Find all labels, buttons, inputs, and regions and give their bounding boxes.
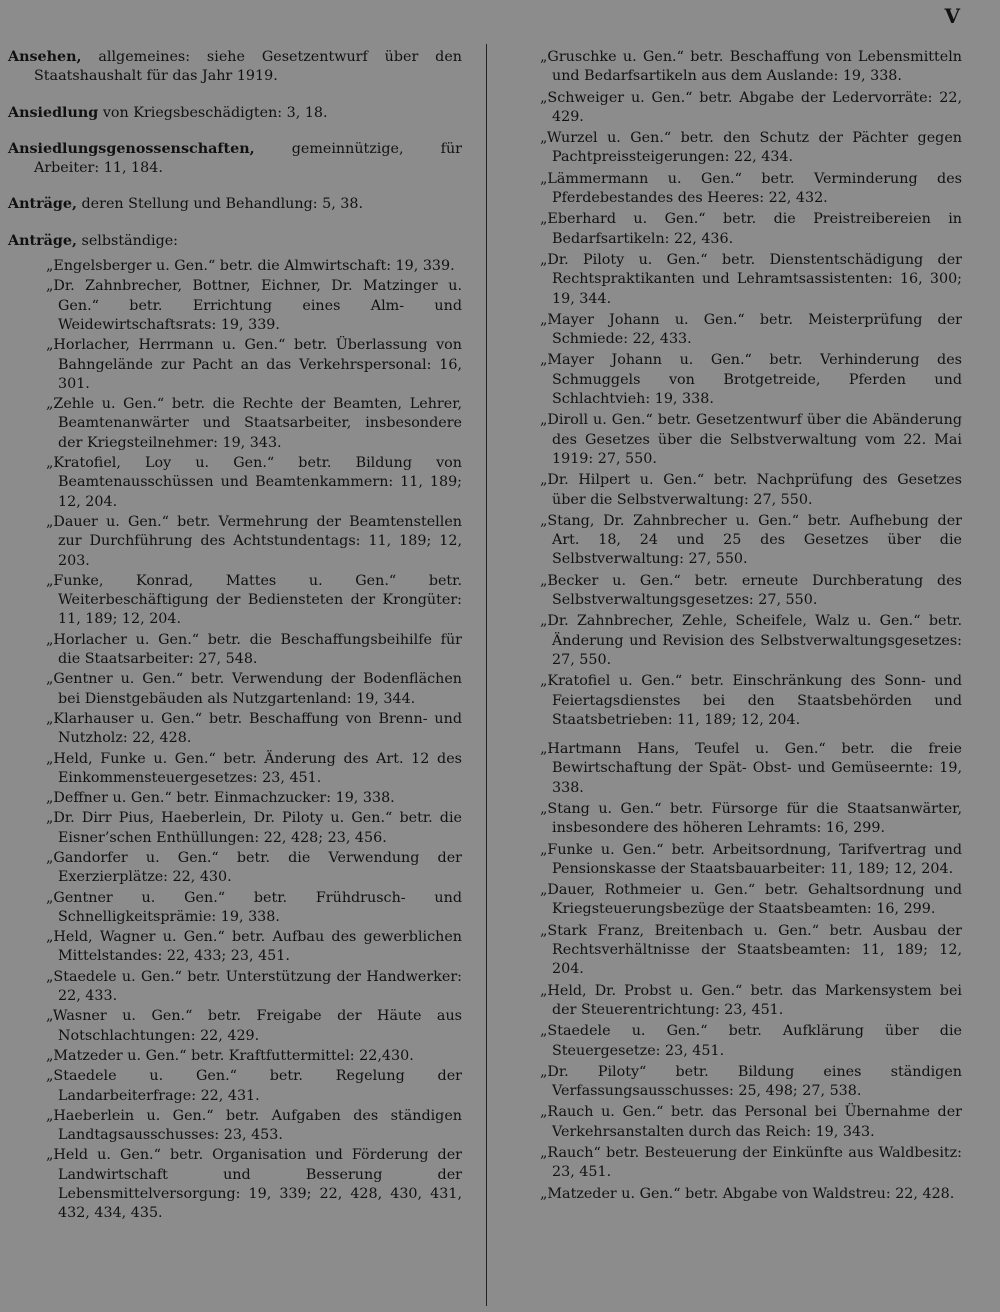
motion-item: „Stang, Dr. Zahnbrecher u. Gen.“ betr. Aufhebung der Art. 18, 24 und 25 des Gesetzes über die Selbstverwaltung: 27, 550. <box>540 512 962 568</box>
motion-item: „Dr. Zahnbrecher, Zehle, Scheifele, Walz u. Gen.“ betr. Änderung und Revision des Selbstverwaltungsgesetzes: 27, 550. <box>540 613 962 668</box>
motion-item: „Stark Franz, Breitenbach u. Gen.“ betr. Ausbau der Rechtsverhältnisse der Staatsbeamten: 11, 189; 12, 204. <box>540 922 962 978</box>
entry-keyword: Anträge, <box>8 232 77 249</box>
motion-item: „Mayer Johann u. Gen.“ betr. Meisterprüfung der Schmiede: 22, 433. <box>540 311 962 348</box>
motion-item: „Rauch u. Gen.“ betr. das Personal bei Übernahme der Verkehrsanstalten durch das Reich: 19, 343. <box>540 1104 962 1140</box>
entry-text: deren Stellung und Behandlung: 5, 38. <box>76 196 364 213</box>
motion-item: „Gentner u. Gen.“ betr. Frühdrusch- und Schnelligkeitsprämie: 19, 338. <box>46 889 462 925</box>
index-entry <box>8 48 462 87</box>
motion-item: „Diroll u. Gen.“ betr. Gesetzentwurf über die Abänderung des Gesetzes über die Selbstverwaltung vom 22. Mai 1919: 27, 550. <box>540 412 962 467</box>
motion-item: „Held, Funke u. Gen.“ betr. Änderung des Art. 12 des Einkommensteuergesetzes: 23, 451. <box>46 750 462 786</box>
column-divider <box>486 44 487 1306</box>
motion-item: „Staedele u. Gen.“ betr. Aufklärung über die Steuergesetze: 23, 451. <box>540 1023 962 1059</box>
motion-item: „Schweiger u. Gen.“ betr. Abgabe der Ledervorräte: 22, 429. <box>540 89 962 125</box>
motion-item: „Zehle u. Gen.“ betr. die Rechte der Beamten, Lehrer, Beamtenanwärter und Staatsarbeiter, insbesondere der Kriegsteilnehmer: 19, 343. <box>46 396 462 451</box>
motion-item: „Becker u. Gen.“ betr. erneute Durchberatung des Selbstverwaltungsgesetzes: 27, 550. <box>540 572 962 609</box>
motion-item: „Horlacher, Herrmann u. Gen.“ betr. Überlassung von Bahngelände zur Pacht an das Verkehrspersonal: 16, 301. <box>46 337 462 392</box>
motion-item: „Kratofiel, Loy u. Gen.“ betr. Bildung von Beamtenausschüssen und Beamtenkammern: 11, 189; 12, 204. <box>46 455 462 510</box>
motion-item: „Funke u. Gen.“ betr. Arbeitsordnung, Tarifvertrag und Pensionskasse der Staatsbauarbeiter: 11, 189; 12, 204. <box>540 841 962 877</box>
motion-item: „Dr. Piloty u. Gen.“ betr. Dienstentschädigung der Rechtspraktikanten und Lehramtsassistenten: 16, 300; 19, 344. <box>540 251 962 307</box>
motion-item: „Rauch“ betr. Besteuerung der Einkünfte aus Waldbesitz: 23, 451. <box>540 1145 962 1181</box>
motion-item: „Kratofiel u. Gen.“ betr. Einschränkung des Sonn- und Feiertagsdienstes bei den Staatsbehörden und Staatsbetrieben: 11, 189; 12, 204. <box>540 673 962 728</box>
motion-item: „Stang u. Gen.“ betr. Fürsorge für die Staatsanwärter, insbesondere des höheren Lehramts: 16, 299. <box>540 800 962 837</box>
motion-item: „Gandorfer u. Gen.“ betr. die Verwendung der Exerzierplätze: 22, 430. <box>46 849 462 886</box>
motion-item: „Staedele u. Gen.“ betr. Unterstützung der Handwerker: 22, 433. <box>46 968 462 1005</box>
motion-item: „Wasner u. Gen.“ betr. Freigabe der Häute aus Notschlachtungen: 22, 429. <box>46 1008 462 1044</box>
entry-text: gemeinnützige, für Arbeiter: 11, 184. <box>34 140 462 177</box>
index-entry <box>8 195 462 214</box>
right-column <box>540 48 962 1302</box>
index-entry <box>8 232 462 251</box>
motion-item: „Held u. Gen.“ betr. Organisation und Förderung der Landwirtschaft und Besserung der Lebensmittelversorgung: 19, 339; 22, 428, 430, 431, 432, 434, 435. <box>46 1147 462 1222</box>
index-entry <box>8 140 462 179</box>
motion-item: „Klarhauser u. Gen.“ betr. Beschaffung von Brenn- und Nutzholz: 22, 428. <box>46 710 462 747</box>
entry-keyword: Anträge, <box>8 196 77 213</box>
motion-item: „Hartmann Hans, Teufel u. Gen.“ betr. die freie Bewirtschaftung der Spät- Obst- und Gemüseernte: 19, 338. <box>540 741 962 796</box>
entry-keyword: Ansiedlungsgenossenschaften, <box>8 140 255 157</box>
motion-item: „Matzeder u. Gen.“ betr. Abgabe von Waldstreu: 22, 428. <box>540 1185 955 1202</box>
motion-item: „Dr. Hilpert u. Gen.“ betr. Nachprüfung des Gesetzes über die Selbstverwaltung: 27, 550. <box>540 472 962 508</box>
motion-item: „Eberhard u. Gen.“ betr. die Preistreibereien in Bedarfsartikeln: 22, 436. <box>540 211 962 247</box>
index-entry <box>8 104 462 123</box>
motion-item: „Staedele u. Gen.“ betr. Regelung der Landarbeiterfrage: 22, 431. <box>46 1068 462 1104</box>
motion-item: „Dauer u. Gen.“ betr. Vermehrung der Beamtenstellen zur Durchführung des Achtstundentags: 11, 189; 12, 203. <box>46 513 462 569</box>
motion-item: „Engelsberger u. Gen.“ betr. die Almwirtschaft: 19, 339. <box>46 258 455 275</box>
entry-keyword: Ansiedlung <box>8 104 99 121</box>
motion-item: „Matzeder u. Gen.“ betr. Kraftfuttermittel: 22,430. <box>46 1047 414 1064</box>
motion-item: „Gruschke u. Gen.“ betr. Beschaffung von Lebensmitteln und Bedarfsartikeln aus dem Auslande: 19, 338. <box>540 49 962 85</box>
motion-item: „Held, Dr. Probst u. Gen.“ betr. das Markensystem bei der Steuerentrichtung: 23, 451. <box>540 982 962 1018</box>
left-column <box>8 48 462 1302</box>
motion-item: „Funke, Konrad, Mattes u. Gen.“ betr. Weiterbeschäftigung der Bediensteten der Krongüter: 11, 189; 12, 204. <box>46 572 462 628</box>
motion-item: „Horlacher u. Gen.“ betr. die Beschaffungsbeihilfe für die Staatsarbeiter: 27, 548. <box>46 631 462 668</box>
motion-item: „Wurzel u. Gen.“ betr. den Schutz der Pächter gegen Pachtpreissteigerungen: 22, 434. <box>540 130 962 166</box>
motion-item: „Dr. Zahnbrecher, Bottner, Eichner, Dr. Matzinger u. Gen.“ betr. Errichtung eines Alm- und Weidewirtschaftsrats: 19, 339. <box>46 278 462 333</box>
entry-keyword: Ansehen, <box>8 49 82 65</box>
motion-item: „Gentner u. Gen.“ betr. Verwendung der Bodenflächen bei Dienstgebäuden als Nutzgartenland: 19, 344. <box>46 671 462 707</box>
motion-item: „Dr. Piloty“ betr. Bildung eines ständigen Verfassungsausschusses: 25, 498; 27, 538. <box>540 1063 962 1100</box>
motion-item: „Dauer, Rothmeier u. Gen.“ betr. Gehaltsordnung und Kriegsteuerungsbezüge der Staatsbeamten: 16, 299. <box>540 882 962 918</box>
entry-text: von Kriegsbeschädigten: 3, 18. <box>98 104 328 121</box>
motion-item: „Lämmermann u. Gen.“ betr. Verminderung des Pferdebestandes des Heeres: 22, 432. <box>540 170 962 207</box>
entry-text: selbständige: <box>76 232 179 249</box>
motion-item: „Dr. Dirr Pius, Haeberlein, Dr. Piloty u. Gen.“ betr. die Eisner’schen Enthüllungen: 22, 428; 23, 456. <box>46 810 462 846</box>
motion-item: „Deffner u. Gen.“ betr. Einmachzucker: 19, 338. <box>46 790 395 807</box>
motion-item: „Haeberlein u. Gen.“ betr. Aufgaben des ständigen Landtagsausschusses: 23, 453. <box>46 1107 462 1144</box>
entry-text: allgemeines: siehe Gesetzentwurf über den Staatshaushalt für das Jahr 1919. <box>34 49 462 85</box>
page-number: V <box>944 4 960 28</box>
motion-item: „Held, Wagner u. Gen.“ betr. Aufbau des gewerblichen Mittelstandes: 22, 433; 23, 451. <box>46 929 462 965</box>
motion-item: „Mayer Johann u. Gen.“ betr. Verhinderung des Schmuggels von Brotgetreide, Pferden und Schlachtvieh: 19, 338. <box>540 352 962 408</box>
